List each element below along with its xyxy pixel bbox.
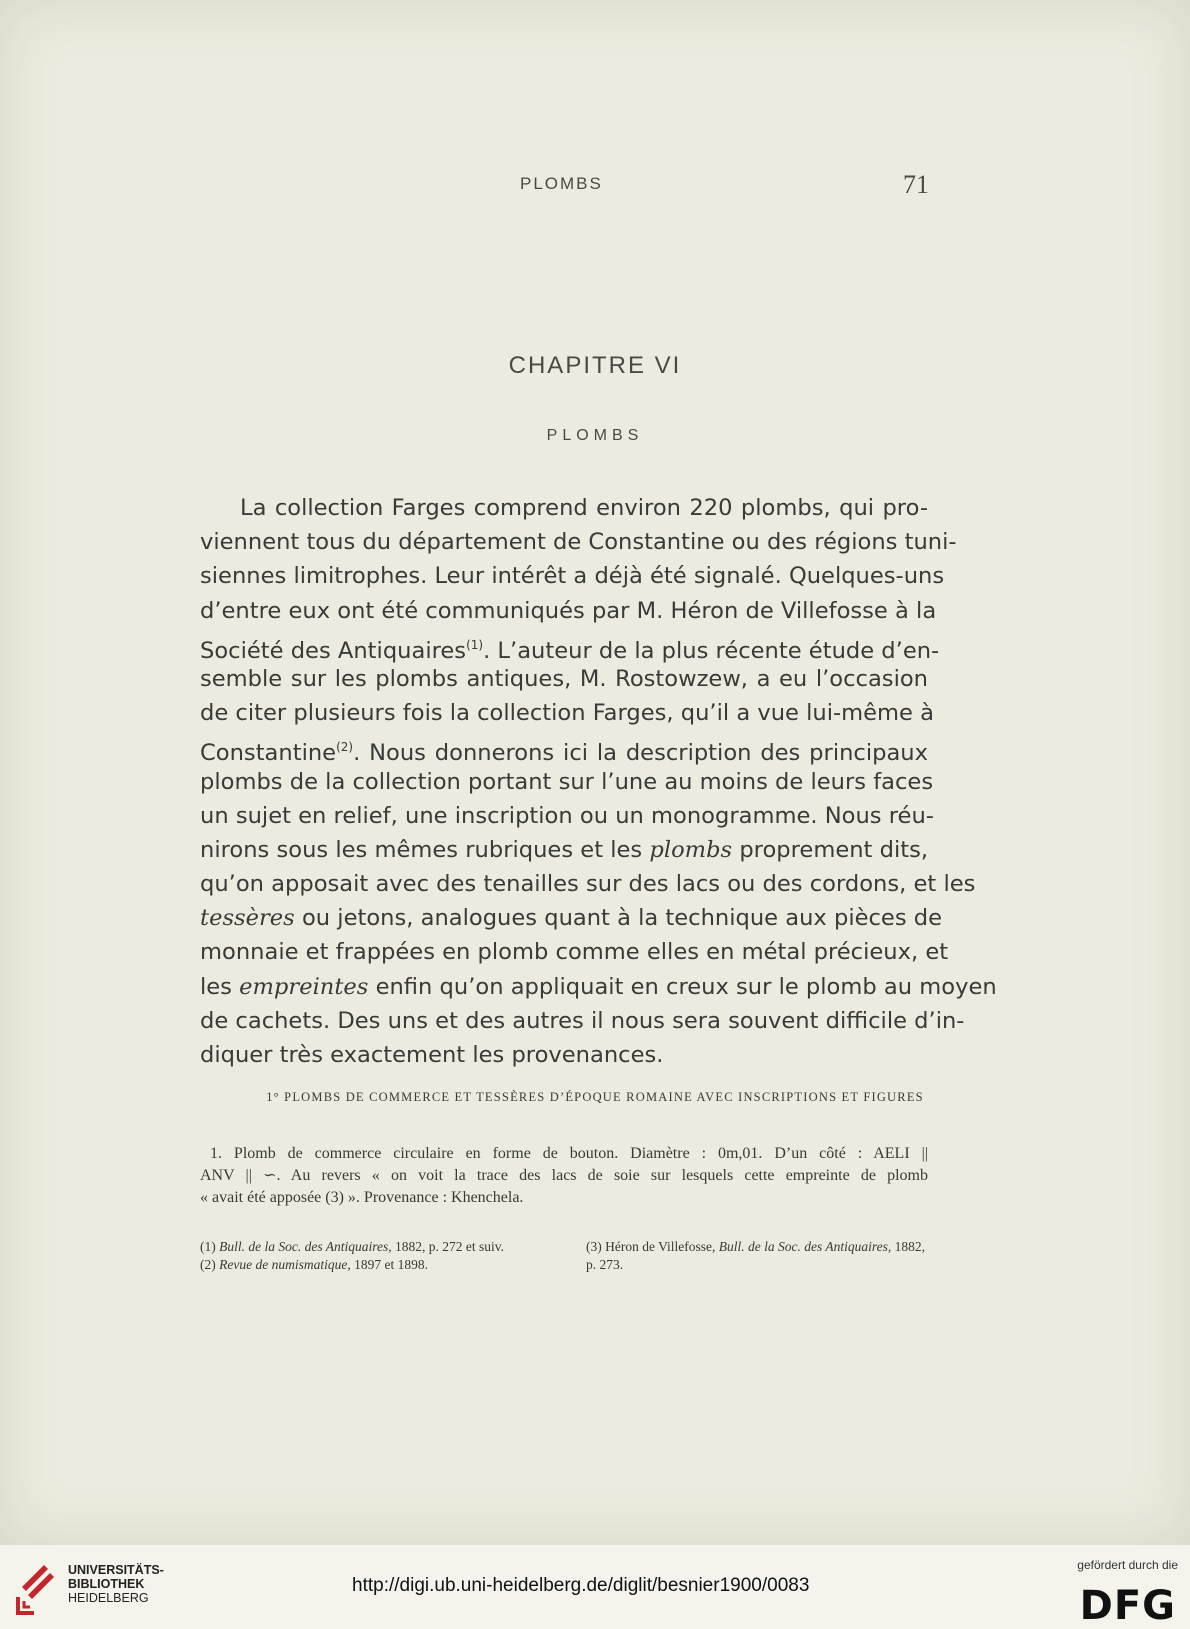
text-line: semble sur les plombs antiques, M. Rostowzew, a eu l’occasion (200, 665, 928, 692)
footnote-detail: 1882, p. 272 et suiv. (394, 1239, 504, 1254)
running-head (200, 170, 945, 200)
text-segment: ou jetons, analogues quant à la technique aux pièces de (294, 905, 943, 932)
italic-term-tesseres: tessères (200, 905, 295, 932)
text-segment: proprement dits, (732, 836, 929, 863)
footnotes (200, 1238, 928, 1308)
text-line: un sujet en relief, une inscription ou un monogramme. Nous réu- (200, 802, 934, 829)
footnote-ref-1[interactable]: (1) (466, 637, 484, 652)
text-segment: Constantine (200, 740, 337, 767)
text-line: plombs de la collection portant sur l’une au moins de leurs faces (200, 768, 934, 795)
text-line: d’entre eux ont été communiqués par M. Héron de Villefosse à la (200, 597, 937, 624)
item-line: « avait été apposée (3) ». Provenance : Khenchela. (200, 1189, 524, 1206)
text-segment: enfin qu’on appliquait en creux sur le plomb au moyen (368, 973, 997, 1000)
text-line: La collection Farges comprend environ 220 plombs, qui pro- (240, 495, 928, 521)
footnote-ref-2[interactable]: (2) (336, 740, 354, 755)
text-line (200, 901, 943, 935)
footnotes-left-column (200, 1238, 552, 1273)
library-name-line: BIBLIOTHEK (68, 1577, 145, 1591)
text-line (200, 970, 997, 1004)
permalink-url[interactable]: http://digi.ub.uni-heidelberg.de/diglit/besnier1900/0083 (352, 1575, 810, 1596)
footnote-number: (1) (200, 1239, 216, 1254)
university-library-logo-icon[interactable] (14, 1557, 58, 1617)
library-name-line: HEIDELBERG (68, 1591, 149, 1605)
chapter-title: CHAPITRE VI (508, 352, 682, 379)
text-segment: nirons sous les mêmes rubriques et les (200, 836, 650, 863)
digitization-footer (0, 1545, 1190, 1629)
funding-label: gefördert durch die (1077, 1558, 1178, 1572)
text-segment: . L’auteur de la plus récente étude d’en- (483, 637, 940, 664)
footnotes-right-column (586, 1238, 938, 1273)
text-line: siennes limitrophes. Leur intérêt a déjà été signalé. Quelques-uns (200, 563, 945, 590)
item-line: ANV || ∽. Au revers « on voit la trace des lacs de soie sur lesquels cette empreinte de plomb (200, 1167, 928, 1184)
running-title: PLOMBS (520, 174, 603, 193)
text-segment: Société des Antiquaires (200, 637, 467, 664)
footnote-2 (200, 1256, 552, 1274)
italic-term-empreintes: empreintes (239, 973, 369, 1000)
body-paragraph (200, 491, 997, 1072)
text-line (200, 628, 940, 664)
footnote-title: Bull. de la Soc. des Antiquaires, (718, 1239, 892, 1254)
text-segment: . Nous donnerons ici la description des principaux (353, 740, 928, 767)
footnote-title: Revue de numismatique, (219, 1256, 351, 1272)
footnote-author: Héron de Villefosse, (605, 1239, 716, 1254)
footnote-detail: 1882, p. 273. (586, 1239, 926, 1272)
footnote-detail: 1897 et 1898. (354, 1256, 428, 1272)
section-heading: 1° PLOMBS DE COMMERCE ET TESSÈRES D’ÉPOQUE ROMAINE AVEC INSCRIPTIONS ET FIGURES (266, 1090, 924, 1104)
text-segment: les (200, 973, 240, 1000)
text-line (200, 833, 928, 867)
text-line: de citer plusieurs fois la collection Farges, qu’il a vue lui-même à (200, 700, 934, 727)
footnote-title: Bull. de la Soc. des Antiquaires, (219, 1239, 392, 1254)
footnote-3 (586, 1238, 938, 1273)
text-line (200, 730, 928, 767)
dfg-logo-icon[interactable]: DFG (1079, 1583, 1176, 1629)
italic-term-plombs: plombs (649, 836, 733, 863)
text-line: de cachets. Des uns et des autres il nous sera souvent difficile d’in- (200, 1007, 965, 1034)
text-line: qu’on apposait avec des tenailles sur des lacs ou des cordons, et les (200, 871, 976, 898)
text-line: viennent tous du département de Constantine ou des régions tuni- (200, 529, 957, 556)
footnote-number: (2) (200, 1256, 216, 1272)
catalogue-item-1 (200, 1143, 928, 1209)
footnote-1 (200, 1238, 552, 1256)
text-line: diquer très exactement les provenances. (200, 1042, 664, 1068)
university-library-name[interactable] (68, 1563, 188, 1605)
item-line: 1. Plomb de commerce circulaire en forme de bouton. Diamètre : 0m,01. D’un côté : AELI || (210, 1145, 928, 1162)
library-name-line: UNIVERSITÄTS- (68, 1563, 164, 1577)
text-line: monnaie et frappées en plomb comme elles en métal précieux, et (200, 939, 949, 966)
chapter-subtitle: PLOMBS (546, 427, 644, 444)
page-number: 71 (903, 170, 929, 199)
footnote-number: (3) (586, 1239, 602, 1254)
